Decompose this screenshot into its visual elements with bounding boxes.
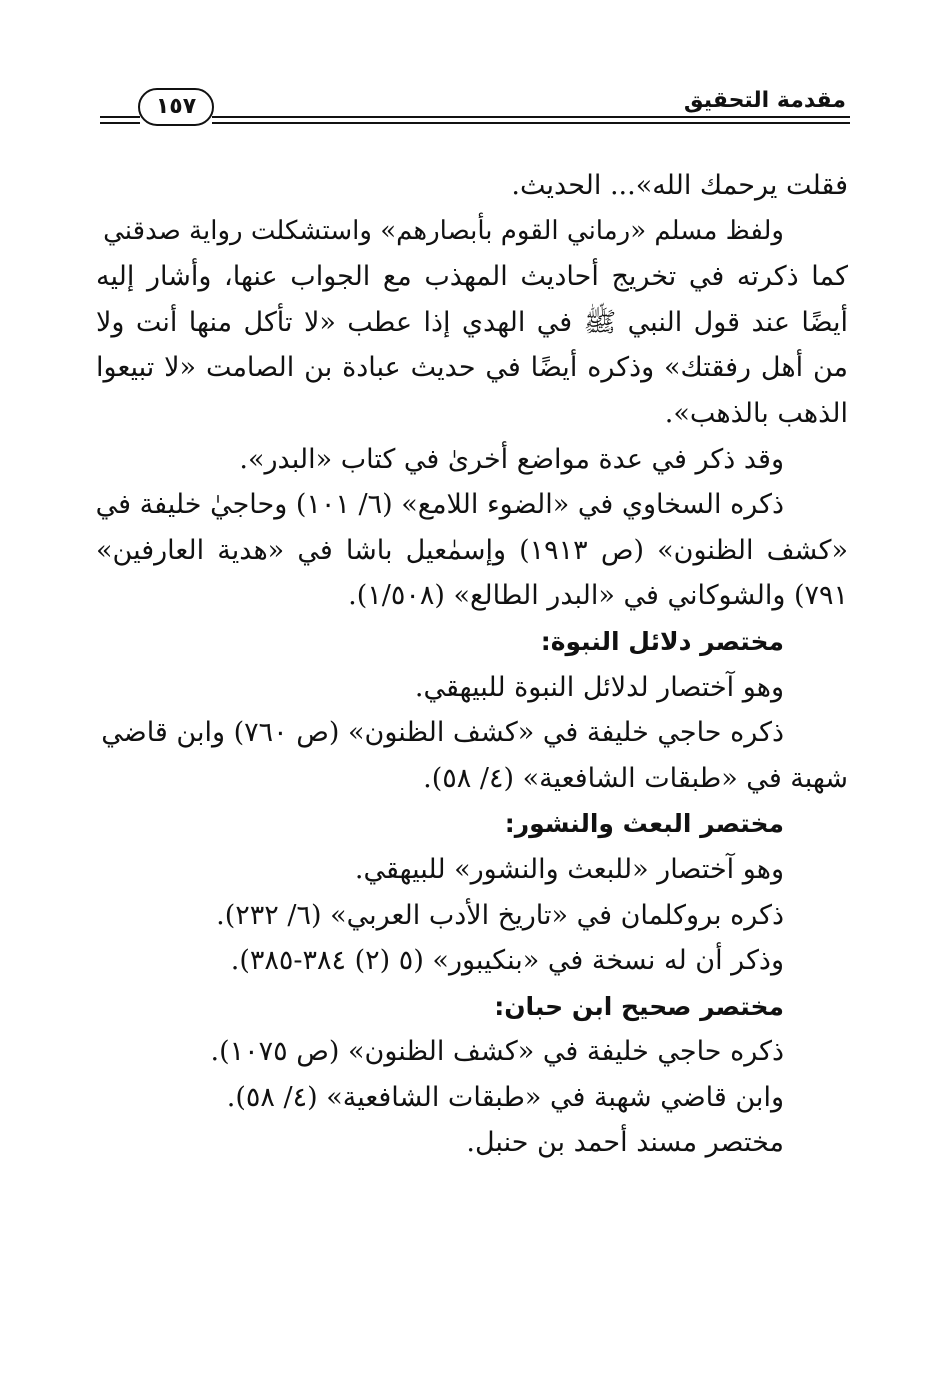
running-header-title: مقدمة التحقيق <box>683 88 846 113</box>
text-line: الذهب بالذهب». <box>664 397 848 429</box>
page-header <box>100 82 850 132</box>
text-line: ذكره بروكلمان في «تاريخ الأدب العربي» (٦/ ٢٣٢). <box>216 899 784 931</box>
text-line: وقد ذكر في عدة مواضع أخرىٰ في كتاب «البدر». <box>239 443 784 475</box>
header-rule <box>212 116 850 118</box>
text-line: ولفظ مسلم «رماني القوم بأبصارهم» واستشكلت رواية صدقني <box>103 215 784 246</box>
text-line: كما ذكرته في تخريج أحاديث المهذب مع الجواب عنها، وأشار إليه <box>96 261 848 293</box>
text-line: ذكره حاجي خليفة في «كشف الظنون» (ص ٧٦٠) وابن قاضي <box>101 717 784 749</box>
text-line: وهو آختصار لدلائل النبوة للبيهقي. <box>414 671 784 703</box>
text-line: ٧٩١) والشوكاني في «البدر الطالع» (١/٥٠٨). <box>348 580 848 612</box>
text-line: وابن قاضي شهبة في «طبقات الشافعية» (٤/ ٥٨). <box>226 1081 784 1113</box>
text-line: وهو آختصار «للبعث والنشور» للبيهقي. <box>354 853 784 885</box>
header-rule <box>212 122 850 124</box>
text-line: ذكره السخاوي في «الضوء اللامع» (٦/ ١٠١) وحاجيٰ خليفة في <box>95 489 784 521</box>
text-line: أيضًا عند قول النبي ﷺ في الهدي إذا عطب «لا تأكل منها أنت ولا <box>96 306 848 338</box>
page-number: ١٥٧ <box>138 88 214 126</box>
header-rule <box>100 116 140 118</box>
section-heading: مختصر صحيح ابن حبان: <box>494 991 784 1021</box>
section-heading: مختصر دلائل النبوة: <box>540 626 784 656</box>
text-line: ذكره حاجي خليفة في «كشف الظنون» (ص ١٠٧٥). <box>210 1036 784 1068</box>
text-line: «كشف الظنون» (ص ١٩١٣) وإسمٰعيل باشا في «هدية العارفين» <box>96 534 848 566</box>
text-line: مختصر مسند أحمد بن حنبل. <box>466 1127 784 1159</box>
text-line: فقلت يرحمك الله»... الحديث. <box>511 170 848 201</box>
text-line: من أهل رفقتك» وذكره أيضًا في حديث عبادة بن الصامت «لا تبيعوا <box>96 352 848 384</box>
section-heading: مختصر البعث والنشور: <box>504 809 784 839</box>
text-line: شهبة في «طبقات الشافعية» (٤/ ٥٨). <box>423 762 848 794</box>
text-line: وذكر أن له نسخة في «بنكيبور» (٥ (٢) ٣٨٤-٣٨٥). <box>230 945 784 977</box>
header-rule <box>100 122 140 124</box>
page-body <box>96 163 848 1166</box>
